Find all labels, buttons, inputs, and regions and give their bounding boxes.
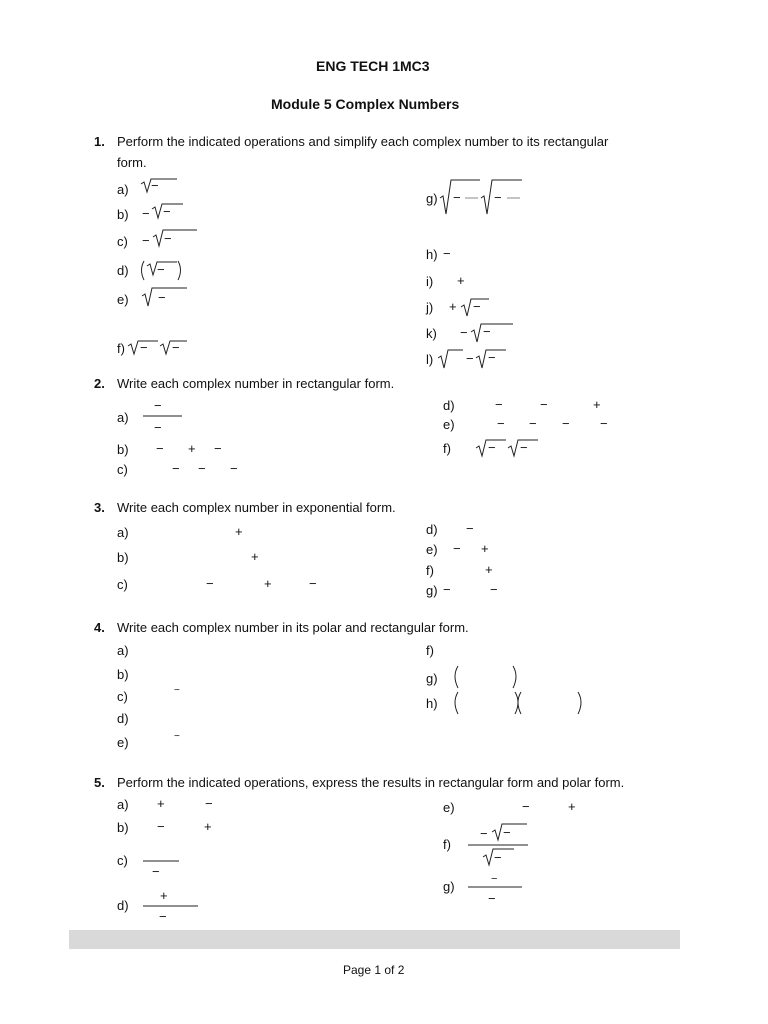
q2-e-minus-3: − [562,416,570,431]
q1l-radical-1-icon [438,350,463,368]
q2-item-f-label: f) [443,441,451,456]
q2-e-minus-1: − [497,416,505,431]
course-title: ENG TECH 1MC3 [316,58,430,74]
q3-item-d-label: d) [426,522,438,537]
q4-item-e-label: e) [117,735,129,750]
q1-item-e-label: e) [117,292,129,307]
q5-item-b-label: b) [117,820,129,835]
q5-item-e-label: e) [443,800,455,815]
q2-c-minus-1: − [172,461,180,476]
q4-item-c-label: c) [117,689,128,704]
q5-b-plus: + [204,819,212,834]
q2-f-minus-1: − [488,440,496,455]
q4-item-g-label: g) [426,671,438,686]
q5-d-num-plus: + [160,888,168,903]
q1-instruction-cont: form. [117,155,147,170]
q1-l-minus-2: − [488,350,496,365]
q4-item-a-label: a) [117,643,129,658]
q1-k-minus-2: − [483,324,491,339]
q1-g-minus-1: − [453,190,461,205]
q2-c-minus-2: − [198,461,206,476]
q3-c-minus-1: − [206,576,214,591]
q5-number: 5. [94,775,105,790]
q1-item-g-label: g) [426,191,438,206]
q3-g-minus-2: − [490,582,498,597]
q5-a-plus: + [157,796,165,811]
q4-item-b-label: b) [117,667,129,682]
q3-item-g-label: g) [426,583,438,598]
q1-i-plus: + [457,273,465,288]
q4h-right-paren-2-icon [578,692,581,714]
q1-instruction: Perform the indicated operations and simplify each complex number to its rectangular [117,134,609,149]
q2-b-minus-2: − [214,441,222,456]
q1-f-minus-1: − [140,340,148,355]
q1-item-a-label: a) [117,182,129,197]
q5-e-plus: + [568,799,576,814]
q3-item-c-label: c) [117,577,128,592]
q1-j-plus: + [449,299,457,314]
q1-item-k-label: k) [426,326,437,341]
q3-number: 3. [94,500,105,515]
q3-item-e-label: e) [426,542,438,557]
footer-band [69,930,680,949]
q1-item-l-label: l) [426,352,434,367]
q1-e-minus: − [158,290,166,305]
q2-d-minus-2: − [540,397,548,412]
q1-item-d-label: d) [117,263,129,278]
q3-c-plus: + [264,576,272,591]
q3-f-plus: + [485,562,493,577]
q4g-right-paren-icon [513,666,516,688]
q1-j-minus: − [473,299,481,314]
q2-d-minus-1: − [495,397,503,412]
q5-item-a-label: a) [117,797,129,812]
q1a-radical-icon [141,179,177,192]
q3-e-minus: − [453,541,461,556]
q4-item-f-label: f) [426,643,434,658]
q5-g-den-minus: − [488,891,496,906]
q5-f-den-minus: − [494,850,502,865]
q5-e-minus: − [522,799,530,814]
q1-item-i-label: i) [426,274,434,289]
q1-a-minus: − [151,178,159,193]
q2-a-den-minus: − [154,420,162,435]
q2-item-b-label: b) [117,442,129,457]
q1-g-minus-2: − [494,190,502,205]
q2-a-num-minus: − [154,398,162,413]
q3-item-b-label: b) [117,550,129,565]
q1d-left-paren-icon [142,261,145,280]
q3-g-minus-1: − [443,582,451,597]
q1-d-minus: − [157,262,165,277]
q1-c-minus: − [142,233,150,248]
q1-item-h-label: h) [426,247,438,262]
q3-c-minus-2: − [309,576,317,591]
q3-item-a-label: a) [117,525,129,540]
q5-c-den-minus: − [152,864,160,879]
q1-number: 1. [94,134,105,149]
q3-e-plus: + [481,541,489,556]
q3-a-plus: + [235,524,243,539]
q2-number: 2. [94,376,105,391]
module-title: Module 5 Complex Numbers [271,96,460,112]
q1-item-b-label: b) [117,207,129,222]
q5-item-g-label: g) [443,879,455,894]
q5-a-minus: − [205,796,213,811]
q2-b-minus-1: − [156,441,164,456]
page-number: Page 1 of 2 [343,963,405,977]
q5-g-num-minus: − [491,873,498,885]
q5-b-minus: − [157,819,165,834]
q3-instruction: Write each complex number in exponential form. [117,500,396,515]
q2-e-minus-4: − [600,416,608,431]
q4-e-minus: − [174,731,180,742]
q1k-radical-icon [471,324,513,342]
q2-f-minus-2: − [520,440,528,455]
q5-f-num-minus-2: − [503,825,511,840]
q1-h-minus: − [443,246,451,261]
q5-instruction: Perform the indicated operations, express the results in rectangular form and polar form. [117,775,625,790]
q2-item-a-label: a) [117,410,129,425]
q2-e-minus-2: − [529,416,537,431]
q1-c-minus-inner: − [164,231,172,246]
q5-d-den-minus: − [159,909,167,924]
q2-d-plus: + [593,397,601,412]
q4-c-minus: − [174,685,180,696]
q5-item-c-label: c) [117,853,128,868]
q1-f-minus-2: − [172,340,180,355]
q3-b-plus: + [251,549,259,564]
q2-item-d-label: d) [443,398,455,413]
q2-item-c-label: c) [117,462,128,477]
q4g-left-paren-icon [455,666,458,688]
q2-b-plus: + [188,441,196,456]
q5-f-num-minus-1: − [480,826,488,841]
q2-c-minus-3: − [230,461,238,476]
q1-item-j-label: j) [426,300,434,315]
q4-item-d-label: d) [117,711,129,726]
q1-l-minus-1: − [466,351,474,366]
q4h-left-paren-1-icon [455,692,458,714]
q4-item-h-label: h) [426,696,438,711]
q3-item-f-label: f) [426,563,434,578]
q3-d-minus: − [466,521,474,536]
q1-item-f-label: f) [117,341,125,356]
q2-instruction: Write each complex number in rectangular form. [117,376,395,391]
q1c-radical-icon [153,230,197,246]
q5-item-d-label: d) [117,898,129,913]
q1-b-minus: − [142,206,150,221]
q4h-left-paren-2-icon [518,692,521,714]
q1-k-minus-1: − [460,325,468,340]
q2-item-e-label: e) [443,417,455,432]
q4-instruction: Write each complex number in its polar and rectangular form. [117,620,469,635]
q1d-right-paren-icon [178,261,181,280]
q1-item-c-label: c) [117,234,128,249]
q5-item-f-label: f) [443,837,451,852]
q1-b-minus-inner: − [163,204,171,219]
q4-number: 4. [94,620,105,635]
